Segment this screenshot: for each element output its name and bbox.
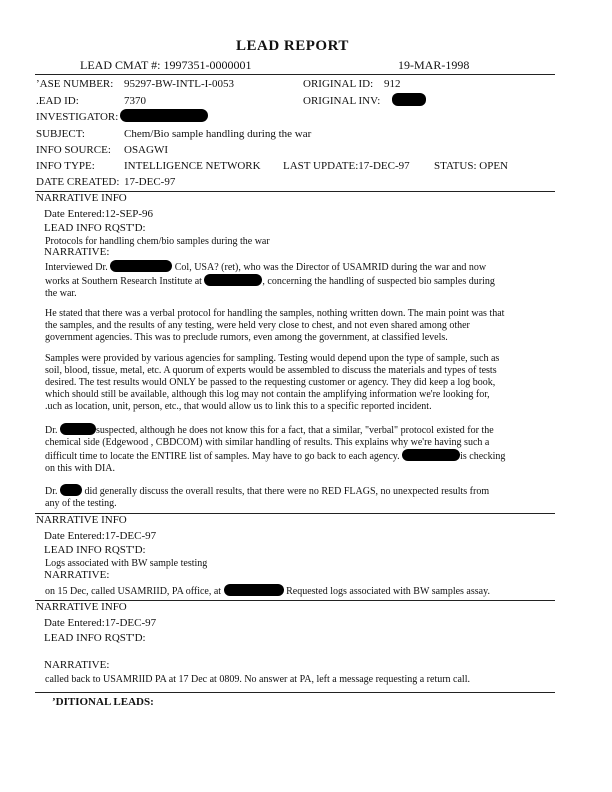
section3-narrative-label: NARRATIVE: [44, 659, 110, 671]
status [434, 160, 508, 172]
text-line: chemical side (Edgewood , CBDCOM) with similar handling of results. This explains why we're having such a [45, 437, 490, 448]
text-line: Samples were provided by various agencies for sampling. Testing would depend upon the type of sample, such as [45, 353, 500, 364]
section1-rqst-label: LEAD INFO RQST'D: [44, 222, 146, 234]
date-created-value: 17-DEC-97 [124, 176, 176, 188]
section2-rqst-label: LEAD INFO RQST'D: [44, 544, 146, 556]
info-source-value: OSAGWI [124, 144, 168, 156]
redaction-box [60, 484, 82, 496]
original-id-label: ORIGINAL ID: [303, 78, 374, 90]
text-line: government agencies. This was to preclude rumors, even among the government, at classified levels. [45, 332, 448, 343]
redaction-box [392, 93, 426, 106]
case-number-value: 95297-BW-INTL-I-0053 [124, 78, 234, 90]
redaction-box [204, 274, 262, 286]
investigator-label: INVESTIGATOR: [36, 111, 119, 123]
info-type-label: INFO TYPE: [36, 160, 95, 172]
redaction-box [120, 109, 208, 122]
cmat-row [80, 58, 251, 73]
section2-rqst-text: Logs associated with BW sample testing [45, 558, 208, 569]
text-line: He stated that there was a verbal protocol for handling the samples, nothing written down. The main point was that [45, 308, 505, 319]
text-line: .uch as location, unit, person, etc., that would allow us to link this to a specific reported incident. [45, 401, 432, 412]
text-run: on 15 Dec, called USAMRIID, PA office, at [45, 586, 222, 597]
text-run: difficult time to locate the ENTIRE list of samples. May have to go back to each agency. [45, 451, 400, 462]
text-run: is checking [460, 451, 506, 462]
page-title: LEAD REPORT [236, 38, 349, 54]
text-run: , concerning the handling of suspected bio samples during [262, 276, 495, 287]
lead-id-value: 7370 [124, 95, 146, 107]
text-run: did generally discuss the overall results, that there were no RED FLAGS, no unexpected results from [84, 486, 490, 497]
section1-narrative-label: NARRATIVE: [44, 246, 110, 258]
text-line: desired. The test results would ONLY be passed to the requesting customer or agency. They did keep a log book, [45, 377, 496, 388]
narrative-paragraph-4 [45, 423, 551, 475]
section2-narrative-text [45, 584, 490, 597]
section2-narrative-label: NARRATIVE: [44, 569, 110, 581]
section2-heading: NARRATIVE INFO [36, 514, 127, 526]
last-update [283, 160, 410, 172]
section-rule [35, 692, 555, 693]
text-run: Interviewed Dr. [45, 262, 108, 273]
text-line: which should still be available, although this log may not contain the amplifying information we're looking for, [45, 389, 490, 400]
status-value: OPEN [479, 160, 509, 172]
section1-rqst-text: Protocols for handling chem/bio samples during the war [45, 236, 270, 247]
narrative-paragraph-1 [45, 260, 551, 300]
lead-id-label: .EAD ID: [36, 95, 79, 107]
case-number-label: ’ASE NUMBER: [36, 78, 114, 90]
redaction-box [110, 260, 172, 272]
section1-date-entered [44, 208, 153, 220]
text-run: Requested logs associated with BW samples assay. [286, 586, 490, 597]
text-run: Dr. [45, 425, 58, 436]
cmat-value: 1997351-0000001 [163, 58, 252, 72]
text-run: the war. [45, 288, 77, 299]
additional-leads-label: ’DITIONAL LEADS: [52, 696, 154, 708]
section1-heading: NARRATIVE INFO [36, 192, 127, 204]
text-line: soil, blood, tissue, metal, etc. A quorum of experts would be assembled to discuss the materials and types of tests [45, 365, 497, 376]
original-inv-label: ORIGINAL INV: [303, 95, 381, 107]
narrative-paragraph-3 [45, 353, 551, 413]
text-run: Dr. [45, 486, 58, 497]
redaction-box [402, 449, 460, 461]
date-entered-label: Date Entered: [44, 530, 105, 542]
date-entered-label: Date Entered: [44, 208, 105, 220]
section3-rqst-label: LEAD INFO RQST'D: [44, 632, 146, 644]
date-entered-label: Date Entered: [44, 617, 105, 629]
date-created-label: DATE CREATED: [36, 176, 120, 188]
text-run: works at Southern Research Institute at [45, 276, 202, 287]
section2-date-entered [44, 530, 156, 542]
subject-value: Chem/Bio sample handling during the war [124, 128, 312, 140]
subject-label: SUBJECT: [36, 128, 85, 140]
section3-narrative-text: called back to USAMRIID PA at 17 Dec at 0809. No answer at PA, left a message requesting a return call. [45, 674, 470, 685]
text-run: suspected, although he does not know this for a fact, that a similar, "verbal" protocol existed for the [96, 425, 494, 436]
date-entered-value: 17-DEC-97 [104, 530, 157, 542]
last-update-label: LAST UPDATE: [283, 160, 359, 172]
narrative-paragraph-5 [45, 484, 551, 510]
text-run: Col, USA? (ret), who was the Director of USAMRID during the war and now [174, 262, 487, 273]
cmat-label: LEAD CMAT #: [80, 58, 161, 72]
text-line: any of the testing. [45, 498, 117, 509]
report-date: 19-MAR-1998 [398, 58, 470, 72]
original-id-value: 912 [384, 78, 401, 90]
header-rule [35, 74, 555, 75]
redaction-box [224, 584, 284, 596]
info-source-label: INFO SOURCE: [36, 144, 111, 156]
section3-date-entered [44, 617, 156, 629]
text-line: on this with DIA. [45, 463, 115, 474]
date-entered-value: 12-SEP-96 [104, 208, 154, 220]
info-type-value: INTELLIGENCE NETWORK [124, 160, 261, 172]
text-line: the samples, and the results of any testing, were held very close to chest, and not even shared among other [45, 320, 470, 331]
section3-heading: NARRATIVE INFO [36, 601, 127, 613]
narrative-paragraph-2 [45, 308, 551, 344]
last-update-value: 17-DEC-97 [358, 160, 410, 172]
status-label: STATUS: [434, 160, 477, 172]
date-entered-value: 17-DEC-97 [104, 617, 157, 629]
redaction-box [60, 423, 96, 435]
